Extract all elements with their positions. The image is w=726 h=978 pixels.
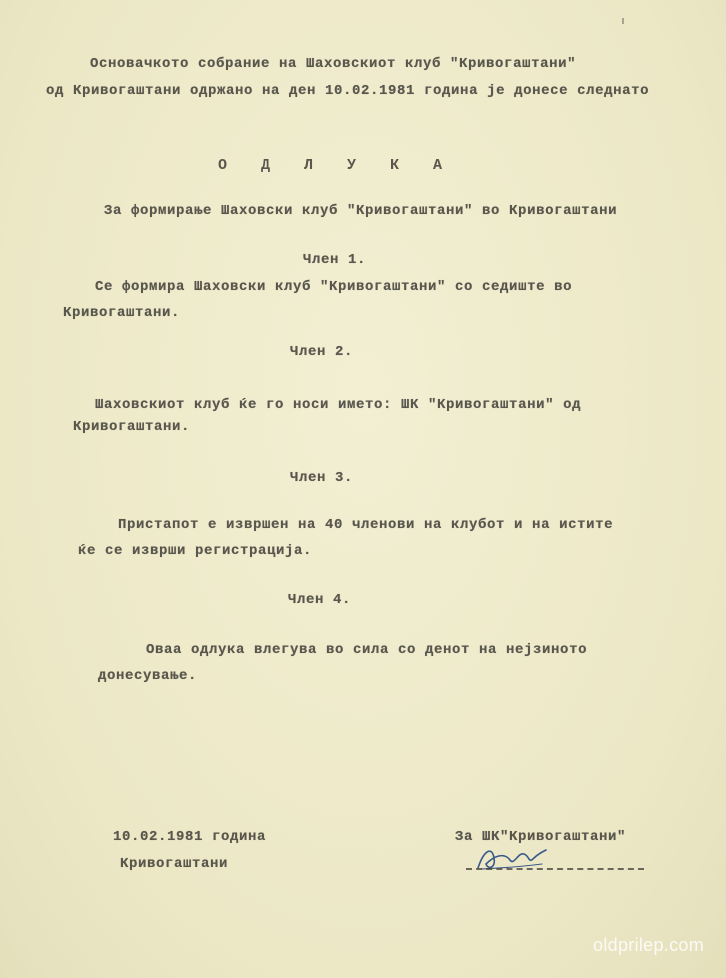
article-2-heading: Член 2.	[290, 344, 354, 360]
article-1-line-2: Кривогаштани.	[63, 305, 181, 321]
article-4-line-1: Оваа одлука влегува во сила со денот на нејзиното	[146, 642, 588, 658]
article-1-heading: Член 1.	[303, 252, 367, 268]
header-line-2: од Кривогаштани одржано на ден 10.02.1981 година је донесе следнато	[46, 83, 650, 99]
article-2-line-1: Шаховскиот клуб ќе го носи името: ШК "Кривогаштани" од	[95, 397, 582, 413]
article-3-heading: Член 3.	[290, 470, 354, 486]
article-4-heading: Член 4.	[288, 592, 352, 608]
title-letter: О	[218, 157, 228, 174]
footer-place: Кривогаштани	[120, 856, 229, 872]
article-4-line-2: донесување.	[98, 668, 198, 684]
article-2-line-2: Кривогаштани.	[73, 419, 191, 435]
signature-icon	[470, 838, 550, 878]
article-3-line-1: Пристапот е извршен на 40 членови на клубот и на истите	[118, 517, 614, 533]
signature-line	[466, 868, 644, 870]
title-letter: У	[347, 157, 357, 174]
title-letter: А	[433, 157, 443, 174]
title-letter: Л	[304, 157, 314, 174]
footer-signed-for: За ШК"Кривогаштани"	[455, 829, 627, 845]
document-subtitle: За формирање Шаховски клуб "Кривогаштани" во Кривогаштани	[104, 203, 618, 219]
header-line-1: Основачкото собрание на Шаховскиот клуб "Кривогаштани"	[90, 56, 577, 72]
title-letter: Д	[261, 157, 271, 174]
paper-mark	[622, 18, 624, 24]
title-letter: К	[390, 157, 400, 174]
footer-date: 10.02.1981 година	[113, 829, 267, 845]
watermark: oldprilep.com	[593, 935, 704, 955]
article-3-line-2: ќе се изврши регистрација.	[78, 543, 313, 559]
document-title	[218, 157, 476, 174]
article-1-line-1: Се формира Шаховски клуб "Кривогаштани" со седиште во	[95, 279, 573, 295]
